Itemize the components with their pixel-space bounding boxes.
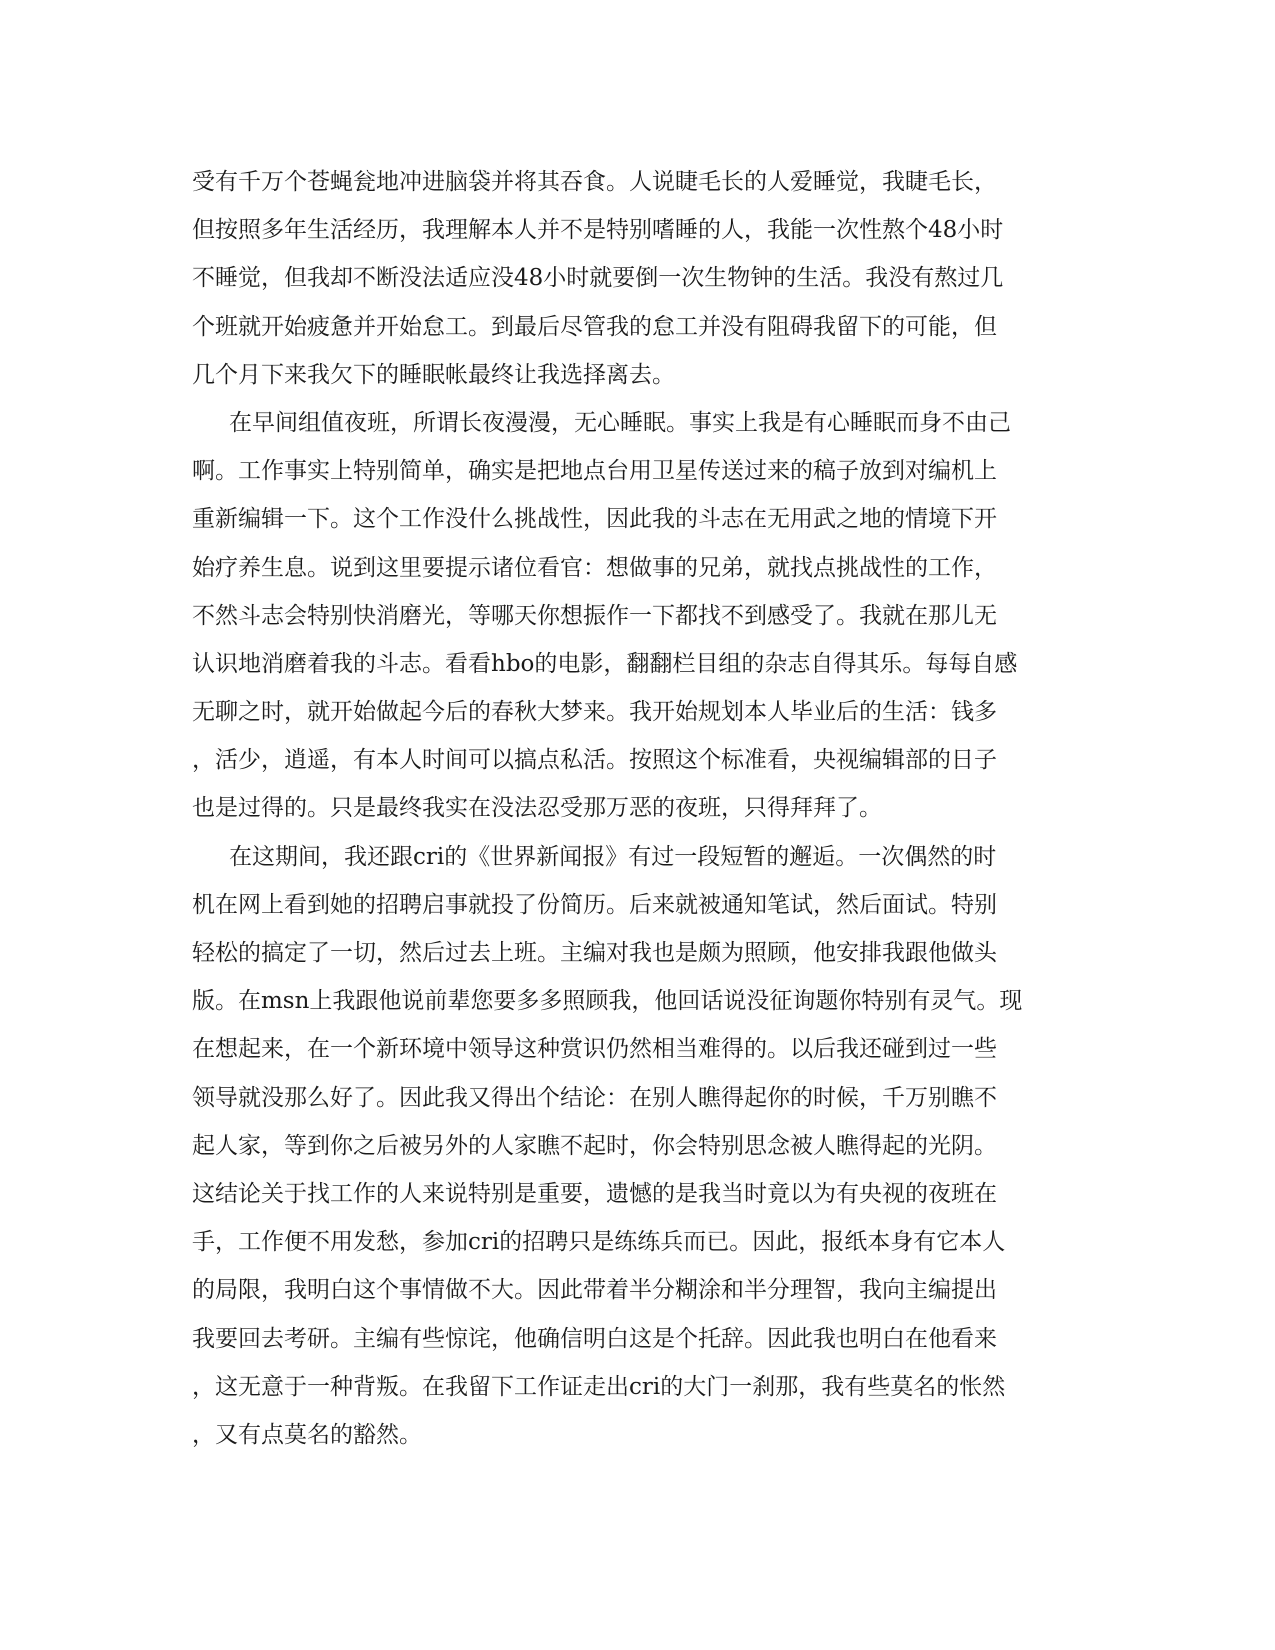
text-line: 在想起来，在一个新环境中领导这种赏识仍然相当难得的。以后我还碰到过一些 xyxy=(192,1036,997,1063)
text-line: 个班就开始疲惫并开始怠工。到最后尽管我的怠工并没有阻碍我留下的可能，但 xyxy=(192,313,997,340)
text-line: 几个月下来我欠下的睡眠帐最终让我选择离去。 xyxy=(192,361,675,388)
text-line: ，这无意于一种背叛。在我留下工作证走出cri的大门一刹那，我有些莫名的怅然 xyxy=(192,1373,1006,1400)
text-line: 机在网上看到她的招聘启事就投了份简历。后来就被通知笔试，然后面试。特别 xyxy=(192,891,997,918)
text-line: 我要回去考研。主编有些惊诧，他确信明白这是个托辞。因此我也明白在他看来 xyxy=(192,1325,997,1352)
text-line: 也是过得的。只是最终我实在没法忍受那万恶的夜班，只得拜拜了。 xyxy=(192,795,882,822)
paragraph-first-line: 在这期间，我还跟cri的《世界新闻报》有过一段短暂的邂逅。一次偶然的时 xyxy=(229,843,997,870)
text-line: 啊。工作事实上特别简单，确实是把地点台用卫星传送过来的稿子放到对编机上 xyxy=(192,458,997,485)
paragraph-first-line: 在早间组值夜班，所谓长夜漫漫，无心睡眠。事实上我是有心睡眠而身不由己 xyxy=(229,409,1011,436)
text-line: ，又有点莫名的豁然。 xyxy=(192,1421,422,1448)
text-line: 领导就没那么好了。因此我又得出个结论：在别人瞧得起你的时候，千万别瞧不 xyxy=(192,1084,997,1111)
text-line: 版。在msn上我跟他说前辈您要多多照顾我，他回话说没征询题你特别有灵气。现 xyxy=(192,988,1023,1015)
text-line: 起人家，等到你之后被另外的人家瞧不起时，你会特别思念被人瞧得起的光阴。 xyxy=(192,1132,997,1159)
text-line: 但按照多年生活经历，我理解本人并不是特别嗜睡的人，我能一次性熬个48小时 xyxy=(192,217,1004,244)
text-line: 的局限，我明白这个事情做不大。因此带着半分糊涂和半分理智，我向主编提出 xyxy=(192,1277,997,1304)
text-line: 认识地消磨着我的斗志。看看hbo的电影，翻翻栏目组的杂志自得其乐。每每自感 xyxy=(192,650,1018,677)
text-line: 受有千万个苍蝇瓮地冲进脑袋并将其吞食。人说睫毛长的人爱睡觉，我睫毛长， xyxy=(192,169,997,195)
text-line: 轻松的搞定了一切，然后过去上班。主编对我也是颇为照顾，他安排我跟他做头 xyxy=(192,940,997,966)
text-line: 手，工作便不用发愁，参加cri的招聘只是练练兵而已。因此，报纸本身有它本人 xyxy=(192,1229,1006,1256)
text-line: 不睡觉，但我却不断没法适应没48小时就要倒一次生物钟的生活。我没有熬过几 xyxy=(192,265,1004,292)
text-line: 始疗养生息。说到这里要提示诸位看官：想做事的兄弟，就找点挑战性的工作， xyxy=(192,554,997,581)
text-line: 无聊之时，就开始做起今后的春秋大梦来。我开始规划本人毕业后的生活：钱多 xyxy=(192,699,997,726)
document-body xyxy=(192,158,1082,1459)
text-line: 这结论关于找工作的人来说特别是重要，遗憾的是我当时竟以为有央视的夜班在 xyxy=(192,1180,997,1207)
text-line: 重新编辑一下。这个工作没什么挑战性，因此我的斗志在无用武之地的情境下开 xyxy=(192,506,997,533)
text-line: ，活少，逍遥，有本人时间可以搞点私活。按照这个标准看，央视编辑部的日子 xyxy=(192,747,997,774)
text-line: 不然斗志会特别快消磨光，等哪天你想振作一下都找不到感受了。我就在那儿无 xyxy=(192,602,997,629)
